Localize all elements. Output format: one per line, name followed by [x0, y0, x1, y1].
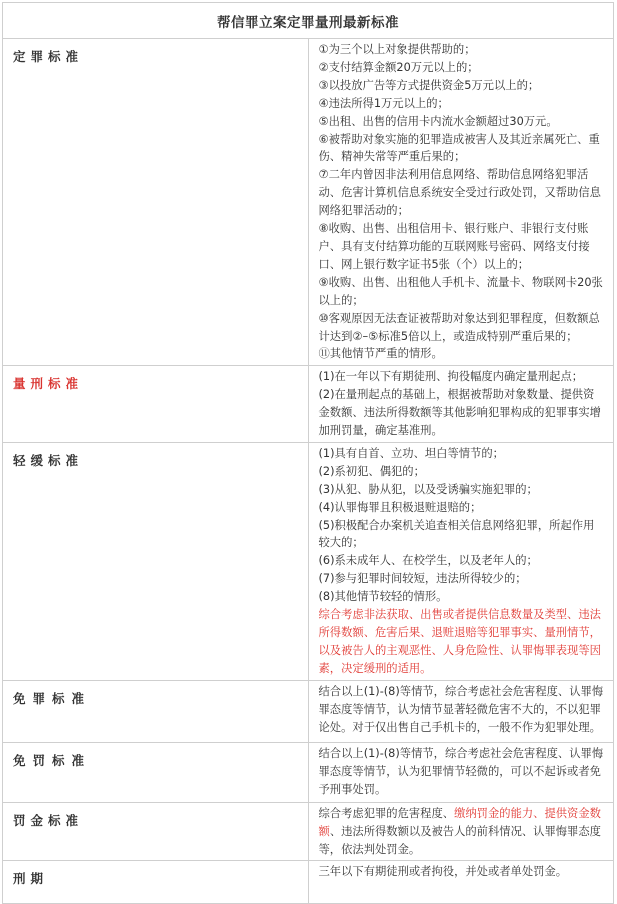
list-item: (8)其他情节较轻的情形。: [318, 590, 448, 604]
row-content-term: [308, 861, 614, 904]
list-item: ⑪其他情节严重的情形。: [318, 347, 443, 361]
list-item: (1)具有自首、立功、坦白等情节的；: [318, 446, 504, 460]
list-item: (1)在一年以下有期徒刑、拘役幅度内确定量刑起点；: [318, 370, 584, 384]
leniency-note: 综合考虑非法获取、出售或者提供信息数量及类型、违法所得数额、危害后果、退赃退赔等犯罪事实、量刑情节，以及被告人的主观恶性、人身危险性、认罪悔罪表现等因素，决定缓刑的适用。: [318, 608, 601, 675]
row-label-leniency: 轻缓标准: [3, 442, 309, 680]
table-row: [3, 861, 614, 904]
list-item: (6)系未成年人、在校学生，以及老年人的；: [318, 554, 538, 568]
row-label-exemption-crime: 免罪标准: [3, 680, 309, 742]
list-item: ②支付结算金额20万元以上的；: [318, 60, 479, 74]
fine-text-after: 、违法所得数额以及被告人的前科情况、认罪悔罪态度等，依法判处罚金。: [318, 824, 601, 856]
list-item: (7)参与犯罪时间较短，违法所得较少的；: [318, 572, 527, 586]
list-item: ⑩客观原因无法查证被帮助对象达到犯罪程度，但数额总计达到②–⑤标准5倍以上，或造成特别严重后果的；: [318, 311, 600, 343]
fine-text-highlight: 缴纳罚金的能力、提供资金数额: [318, 806, 601, 838]
table-row: [3, 39, 614, 366]
fine-text-before: 综合考虑犯罪的危害程度、: [318, 806, 455, 820]
row-label-sentencing: 量刑标准: [3, 366, 309, 443]
row-label-conviction: 定罪标准: [3, 39, 309, 366]
row-content-conviction: [308, 39, 614, 366]
table-row: [3, 802, 614, 861]
list-item: ⑧收购、出售、出租信用卡、银行账户、非银行支付账户、具有支付结算功能的互联网账号密码、网络支付接口、网上银行数字证书5张（个）以上的；: [318, 222, 590, 271]
exemption-crime-text: 结合以上(1)-(8)等情节，综合考虑社会危害程度、认罪悔罪态度等情节，认为情节显著轻微危害不大的，不以犯罪论处。对于仅出售自己手机卡的，一般不作为犯罪处理。: [318, 684, 604, 734]
list-item: (2)系初犯、偶犯的；: [318, 464, 425, 478]
row-content-exemption-crime: [308, 680, 614, 742]
table-row: [3, 680, 614, 742]
table-title: 帮信罪立案定罪量刑最新标准: [3, 3, 614, 39]
list-item: (5)积极配合办案机关追查相关信息网络犯罪，所起作用较大的；: [318, 518, 595, 550]
row-content-sentencing: [308, 366, 614, 443]
list-item: ⑨收购、出售、出租他人手机卡、流量卡、物联网卡20张以上的；: [318, 275, 603, 307]
row-content-exemption-penalty: [308, 742, 614, 802]
table-row: [3, 442, 614, 680]
list-item: (3)从犯、胁从犯，以及受诱骗实施犯罪的；: [318, 482, 538, 496]
list-item: ⑥被帮助对象实施的犯罪造成被害人及其近亲属死亡、重伤、精神失常等严重后果的；: [318, 132, 600, 164]
list-item: ③以投放广告等方式提供资金5万元以上的；: [318, 78, 540, 92]
list-item: ⑦二年内曾因非法利用信息网络、帮助信息网络犯罪活动、危害计算机信息系统安全受过行政处罚，又帮助信息网络犯罪活动的；: [318, 168, 601, 218]
term-text: 三年以下有期徒刑或者拘役，并处或者单处罚金。: [318, 865, 568, 879]
row-label-term: 刑期: [3, 861, 309, 904]
table-row: [3, 366, 614, 443]
list-item: (4)认罪悔罪且积极退赃退赔的；: [318, 500, 482, 514]
list-item: ①为三个以上对象提供帮助的；: [318, 43, 476, 56]
sentencing-standards-table: [2, 2, 614, 904]
row-label-fine: 罚金标准: [3, 802, 309, 861]
row-label-exemption-penalty: 免罚标准: [3, 742, 309, 802]
list-item: ④违法所得1万元以上的；: [318, 96, 449, 110]
list-item: ⑤出租、出售的信用卡内流水金额超过30万元。: [318, 114, 558, 128]
row-content-fine: [308, 802, 614, 861]
exemption-penalty-text: 结合以上(1)-(8)等情节，综合考虑社会危害程度、认罪悔罪态度等情节，认为犯罪情节轻微的，可以不起诉或者免予刑事处罚。: [318, 746, 604, 796]
row-content-leniency: [308, 442, 614, 680]
list-item: (2)在量刑起点的基础上，根据被帮助对象数量、提供资金数额、违法所得数额等其他影响犯罪构成的犯罪事实增加刑罚量，确定基准刑。: [318, 388, 601, 438]
table-row: [3, 742, 614, 802]
